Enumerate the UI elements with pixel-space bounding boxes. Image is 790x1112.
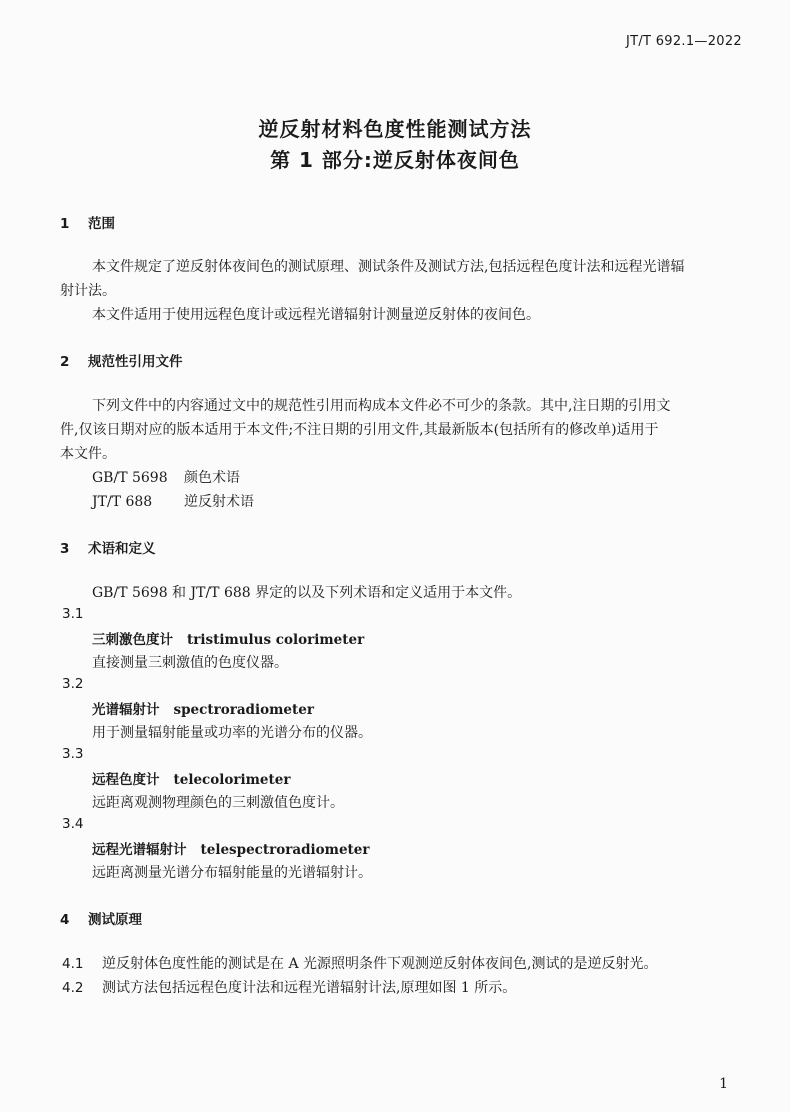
reference-code: GB/T 5698 [92, 470, 168, 486]
paragraph-line: 本文件适用于使用远程色度计或远程光谱辐射计测量逆反射体的夜间色。 [92, 307, 540, 323]
paragraph-line: 本文件规定了逆反射体夜间色的测试原理、测试条件及测试方法,包括远程色度计法和远程光谱辐 [92, 259, 685, 275]
term-cn: 远程色度计 [92, 772, 160, 788]
term-number: 3.1 [62, 606, 84, 622]
term-title [92, 698, 314, 718]
paragraph-line: 本文件。 [60, 446, 116, 462]
term-en: telecolorimeter [173, 772, 291, 788]
term-definition: 用于测量辐射能量或功率的光谱分布的仪器。 [92, 725, 372, 741]
term-cn: 光谱辐射计 [92, 702, 160, 718]
reference-name: 逆反射术语 [184, 494, 254, 510]
reference-code: JT/T 688 [92, 494, 153, 510]
paragraph-line: 下列文件中的内容通过文中的规范性引用而构成本文件必不可少的条款。其中,注日期的引用文 [92, 398, 671, 414]
term-title [92, 838, 370, 858]
section-heading-scope [60, 212, 115, 232]
page-number: 1 [719, 1076, 728, 1092]
standard-code: JT/T 692.1—2022 [625, 34, 742, 49]
section-number: 2 [60, 354, 70, 370]
document-subtitle: 第 1 部分:逆反射体夜间色 [270, 148, 520, 172]
clause-text: 逆反射体色度性能的测试是在 A 光源照明条件下观测逆反射体夜间色,测试的是逆反射光。 [102, 956, 658, 972]
term-number: 3.4 [62, 816, 84, 832]
section-title: 术语和定义 [88, 541, 156, 557]
clause-number: 4.2 [62, 980, 84, 996]
term-en: telespectroradiometer [200, 842, 370, 858]
term-en: spectroradiometer [173, 702, 314, 718]
paragraph-line: 射计法。 [60, 283, 116, 299]
term-number: 3.3 [62, 746, 84, 762]
term-definition: 远距离测量光谱分布辐射能量的光谱辐射计。 [92, 865, 372, 881]
section-heading-normative-references [60, 350, 183, 370]
terms-intro: GB/T 5698 和 JT/T 688 界定的以及下列术语和定义适用于本文件。 [92, 585, 522, 601]
section-number: 1 [60, 216, 70, 232]
term-en: tristimulus colorimeter [187, 632, 365, 648]
term-cn: 远程光谱辐射计 [92, 842, 187, 858]
term-definition: 直接测量三刺激值的色度仪器。 [92, 655, 288, 671]
term-definition: 远距离观测物理颜色的三刺激值色度计。 [92, 795, 344, 811]
clause-item [62, 953, 657, 973]
clause-item [62, 977, 516, 997]
term-number: 3.2 [62, 676, 84, 692]
section-heading-principle [60, 908, 142, 928]
clause-text: 测试方法包括远程色度计法和远程光谱辐射计法,原理如图 1 所示。 [102, 980, 517, 996]
reference-item [92, 491, 254, 511]
section-title: 规范性引用文件 [88, 354, 183, 370]
reference-name: 颜色术语 [184, 470, 240, 486]
section-heading-terms [60, 537, 156, 557]
document-title: 逆反射材料色度性能测试方法 [258, 117, 532, 141]
reference-item [92, 467, 240, 487]
section-title: 测试原理 [88, 912, 142, 928]
section-number: 4 [60, 912, 70, 928]
clause-number: 4.1 [62, 956, 84, 972]
section-number: 3 [60, 541, 70, 557]
term-title [92, 768, 290, 788]
paragraph-line: 件,仅该日期对应的版本适用于本文件;不注日期的引用文件,其最新版本(包括所有的修改单)适用于 [60, 422, 659, 438]
section-title: 范围 [88, 216, 115, 232]
term-cn: 三刺激色度计 [92, 632, 173, 648]
term-title [92, 628, 364, 648]
